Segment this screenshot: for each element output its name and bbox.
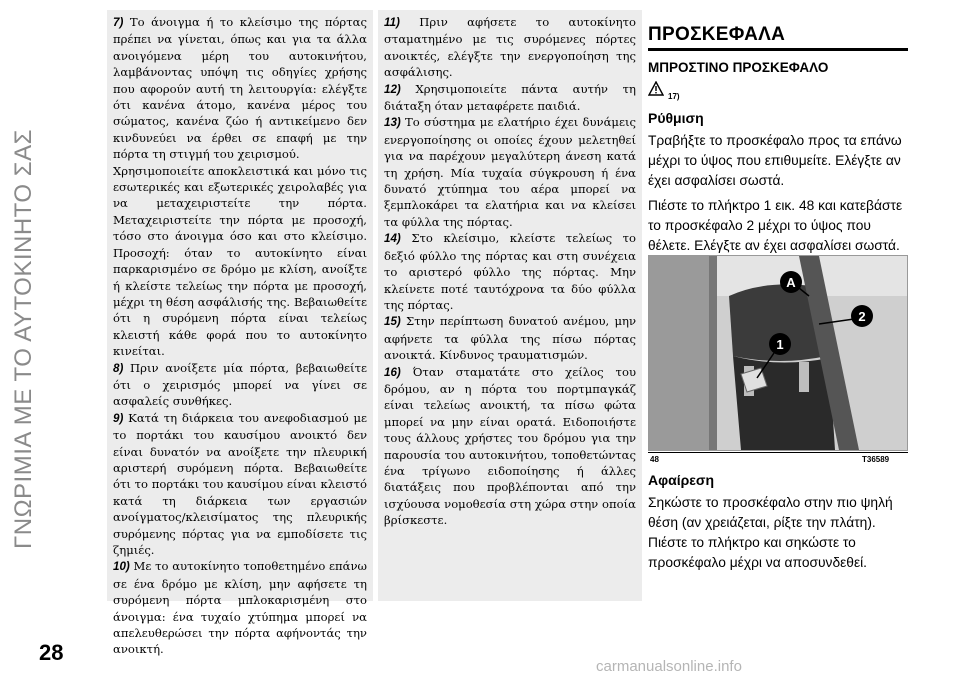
- section-title: ΠΡΟΣΚΕΦΑΛΑ: [648, 24, 786, 45]
- figure-caption-rule: [648, 452, 908, 453]
- note-number: 15): [384, 315, 401, 329]
- note-number: 14): [384, 232, 401, 246]
- adjust-title: Ρύθμιση: [648, 110, 704, 126]
- side-chapter-title-text: ΓΝΩΡΙΜΙΑ ΜΕ ΤΟ ΑΥΤΟΚΙΝΗΤΟ ΣΑΣ: [10, 129, 37, 549]
- note-number: 11): [384, 16, 400, 29]
- note-number: 13): [384, 116, 401, 130]
- figure-number: 48: [650, 455, 659, 464]
- headrest-illustration: [649, 256, 907, 450]
- note-item: [384, 313, 636, 363]
- headrest-section: [648, 10, 908, 256]
- note-text: Πριν ανοίξετε μία πόρτα, βεβαιωθείτε ότι ο χειρισμός μπορεί να γίνει σε ασφαλείς συνθήκες.: [113, 360, 367, 409]
- notes-column-left: [107, 10, 373, 657]
- note-item: [384, 14, 636, 81]
- adjust-paragraph-2: Πιέστε το πλήκτρο 1 εικ. 48 και κατεβάστε το προσκέφαλο 2 μέχρι το ύψος που θέλετε. Ελέγξτε αν έχει ασφαλίσει σωστά.: [648, 198, 903, 253]
- note-text: Κατά τη διάρκεια του ανεφοδιασμού με το πορτάκι του καυσίμου ανοικτό δεν είναι δυνατόν να ανοίξετε την πλευρική αριστερή συρόμενη πόρτα. Βεβαιωθείτε ότι το πορτάκι του καυσίμου είναι κλειστό κατά τη διάρκεια των εργασιών ανοίγματος/κλεισίματος της πλευρικής συρόμενης πόρτας για να εμποδίσετε τις ζημιές.: [113, 410, 368, 557]
- note-number: 12): [384, 82, 401, 96]
- note-number: 9): [113, 411, 124, 425]
- note-item: [113, 558, 367, 657]
- removal-section: [648, 463, 910, 573]
- notes-column-middle: [378, 10, 642, 601]
- callout-1-label: 1: [776, 337, 784, 352]
- note-number: 10): [113, 560, 130, 574]
- note-item: [384, 114, 636, 230]
- note-number: 8): [113, 361, 124, 375]
- note-item: [384, 364, 636, 529]
- note-item: [113, 360, 367, 410]
- callout-2-label: 2: [858, 309, 866, 324]
- note-text: Στην περίπτωση δυνατού ανέμου, μην αφήνετε τα φύλλα της πίσω πόρτας ανοικτά. Κίνδυνος τραυματισμών.: [384, 314, 636, 363]
- remove-title: Αφαίρεση: [648, 472, 715, 488]
- figure-code: T36589: [862, 455, 890, 464]
- warning-reference: [648, 79, 908, 101]
- page-number: 28: [39, 640, 64, 665]
- section-divider: [648, 48, 908, 51]
- subsection-title: ΜΠΡΟΣΤΙΝΟ ΠΡΟΣΚΕΦΑΛΟ: [648, 60, 829, 75]
- warning-note-ref: 17): [668, 92, 680, 101]
- side-chapter-title: [0, 0, 52, 678]
- note-item: [113, 14, 367, 163]
- note-text: Πριν αφήσετε το αυτοκίνητο σταματημένο με τις συρόμενες πόρτες ανοικτές, ελέγξτε την ενεργοποίηση της ασφάλισης.: [384, 15, 636, 80]
- note-number: 16): [384, 365, 401, 379]
- note-item: [384, 230, 636, 313]
- note-text: Το άνοιγμα ή το κλείσιμο της πόρτας πρέπει να γίνεται, όπως και για τα άλλα ανοιγόμενα μέρη του αυτοκινήτου, λαμβάνοντας υπόψη τις οδηγίες χρήσης που αφορούν αυτή τη λειτουργία: ελέγξτε ότι κανένα άτομο, κανένα μέρος του σώματος, κανένα ζώο ή αντικείμενο δεν κινδυνεύει να έρθει σε επαφή με την πόρτα τη στιγμή του χειρισμού.: [113, 15, 367, 162]
- note-text: Στο κλείσιμο, κλείστε τελείως το δεξιό φύλλο της πόρτας και στη συνέχεια το αριστερό φύλλο της πόρτας. Μην κλείνετε ποτέ ταυτόχρονα τα δύο φύλλα της πόρτας.: [384, 231, 637, 312]
- note-item: [384, 81, 636, 115]
- watermark: carmanualsonline.info: [596, 658, 742, 675]
- note-item: [113, 163, 367, 360]
- note-text: Χρησιμοποιείτε αποκλειστικά και μόνο τις εσωτερικές και εξωτερικές χειρολαβές για να μεταχειριστείτε την πόρτα. Μεταχειριστείτε την πόρτα με προσοχή, τόσο στο άνοιγμα όσο και στο κλείσιμο. Προσοχή: όταν το αυτοκίνητο είναι παρκαρισμένο σε δρόμο με κλίση, ανοίξτε ή κλείστε τελείως την πόρτα με προσοχή, μέχρι τη θέση ασφάλισής της. Βεβαιωθείτε ότι η συρόμενη πόρτα είναι τελείως κλειστή κάθε φορά που το αυτοκίνητο κινείται.: [113, 163, 367, 359]
- remove-paragraph: Σηκώστε το προσκέφαλο στην πιο ψηλή θέση (αν χρειάζεται, ρίξτε την πλάτη). Πιέστε το πλήκτρο και σηκώστε το προσκέφαλο μέχρι να αποσυνδεθεί.: [648, 495, 893, 570]
- note-item: [113, 410, 367, 559]
- note-number: 7): [113, 16, 124, 29]
- warning-triangle-icon: [648, 81, 664, 101]
- note-text: Όταν σταματάτε στο χείλος του δρόμου, αν η πόρτα του πορτμπαγκάζ είναι τελείως ανοικτή, τα πίσω φώτα μπορεί να μην είναι ορατά. Ειδοποιήστε τους άλλους χρήστες του δρόμου για την παρουσία του αυτοκινήτου, τοποθετώντας ένα τρίγωνο ειδοποίησης ή άλλες διατάξεις που προβλέπονται από την ισχύουσα νομοθεσία στη χώρα στην οποία βρίσκεστε.: [384, 364, 636, 528]
- headrest-figure: [648, 255, 908, 451]
- note-text: Χρησιμοποιείτε πάντα αυτήν τη διάταξη όταν μεταφέρετε παιδιά.: [384, 81, 636, 114]
- note-text: Με το αυτοκίνητο τοποθετημένο επάνω σε ένα δρόμο με κλίση, μην αφήσετε τη συρόμενη πόρτα μπλοκαρισμένη στο άνοιγμα: ένα τυχαίο χτύπημα μπορεί να απελευθερώσει την πόρτα αφήνοντάς την ανοικτή.: [113, 559, 367, 657]
- callout-a-label: A: [786, 275, 796, 290]
- note-text: Το σύστημα με ελατήριο έχει δυνάμεις ενεργοποίησης οι οποίες έχουν μελετηθεί για να παρέχουν μεγαλύτερη άνεση κατά τη χρήση. Μία τυχαία σύγκρουση ή ένα δυνατό χτύπημα του αέρα μπορεί να ξεμπλοκάρει τα ελατήρια και να κλείσει τα φύλλα της πόρτας.: [384, 115, 636, 229]
- adjust-paragraph-1: Τραβήξτε το προσκέφαλο προς τα επάνω μέχρι το ύψος που επιθυμείτε. Ελέγξτε αν έχει ασφαλίσει σωστά.: [648, 133, 902, 188]
